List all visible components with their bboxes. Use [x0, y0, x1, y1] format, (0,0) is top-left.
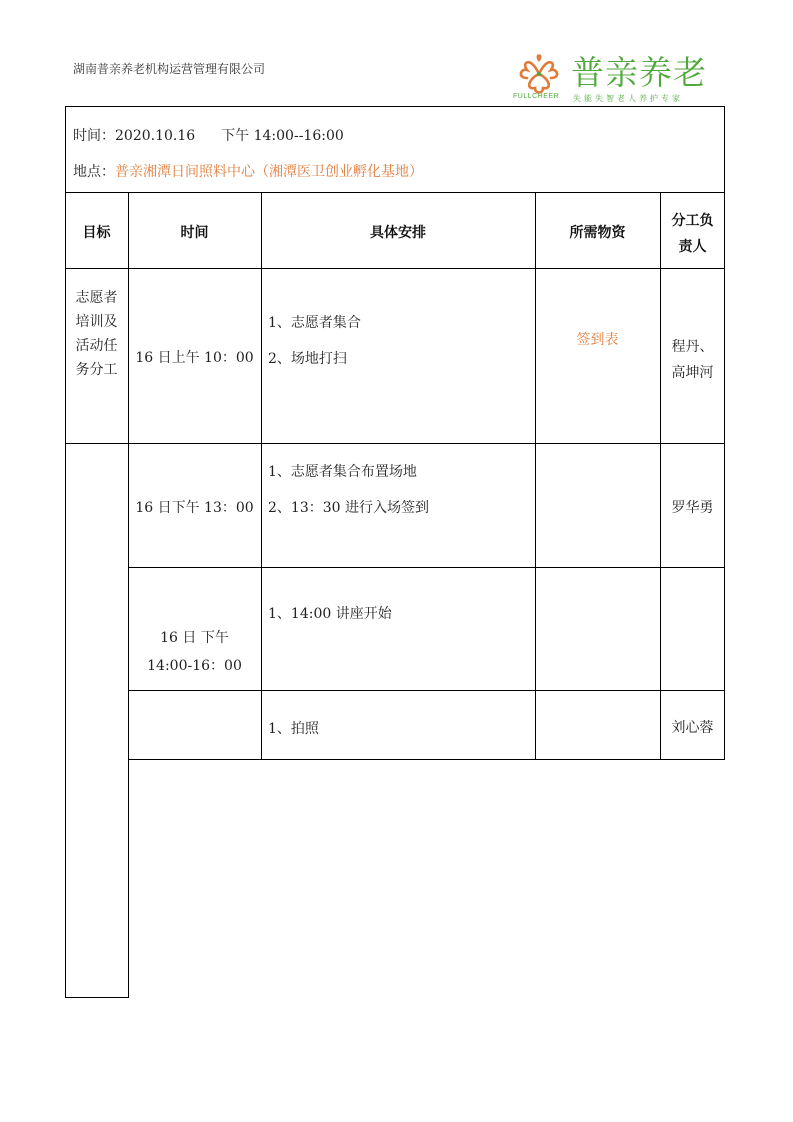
location-info	[73, 161, 423, 181]
row1-item2: 2、场地打扫	[268, 351, 347, 367]
company-logo	[513, 52, 723, 106]
goal-cell	[65, 286, 128, 382]
time-label: 时间：	[73, 128, 115, 144]
goal-line: 活动任	[75, 338, 118, 354]
goal-line: 志愿者	[75, 290, 118, 306]
event-time-range: 下午 14:00--16:00	[221, 128, 344, 144]
logo-wordmark: 普亲养老	[571, 53, 707, 92]
header-goal: 目标	[82, 225, 111, 241]
row3-time-line2: 14:00-16：00	[147, 658, 242, 674]
row2-responsible: 罗华勇	[671, 500, 714, 516]
row1-item1: 1、志愿者集合	[268, 315, 361, 331]
row1-responsible	[660, 334, 725, 386]
logo-slogan: 失能失智老人养护专家	[573, 94, 683, 103]
flower-logo-icon	[513, 52, 565, 96]
company-name: 湖南普亲养老机构运营管理有限公司	[73, 62, 266, 76]
header-arrangement: 具体安排	[370, 225, 426, 241]
responsible-line: 高坤河	[671, 365, 714, 381]
header-time: 时间	[180, 225, 209, 241]
header-responsible	[660, 208, 725, 260]
header-responsible-line2: 责人	[678, 239, 707, 255]
goal-line: 培训及	[75, 314, 118, 330]
event-date: 2020.10.16	[115, 128, 196, 144]
time-info	[73, 125, 344, 145]
row3-item1: 1、14:00 讲座开始	[268, 606, 392, 622]
location-value: 普亲湘潭日间照料中心（湘潭医卫创业孵化基地）	[115, 164, 423, 180]
header-responsible-line1: 分工负	[671, 213, 714, 229]
logo-english: FULLCHEER	[513, 93, 560, 100]
row3-time-line1: 16 日 下午	[160, 630, 229, 646]
row4-item1: 1、拍照	[268, 721, 319, 737]
row4-responsible: 刘心蓉	[671, 720, 714, 736]
header-materials: 所需物资	[569, 225, 626, 241]
row1-time: 16 日上午 10：00	[135, 350, 254, 366]
location-label: 地点：	[73, 164, 115, 180]
row1-materials: 签到表	[576, 332, 619, 348]
row2-item1: 1、志愿者集合布置场地	[268, 464, 417, 480]
responsible-line: 程丹、	[671, 339, 714, 355]
row2-item2: 2、13：30 进行入场签到	[268, 500, 429, 516]
row3-time	[128, 624, 261, 680]
row2-time: 16 日下午 13：00	[135, 500, 254, 516]
goal-line: 务分工	[75, 362, 118, 378]
